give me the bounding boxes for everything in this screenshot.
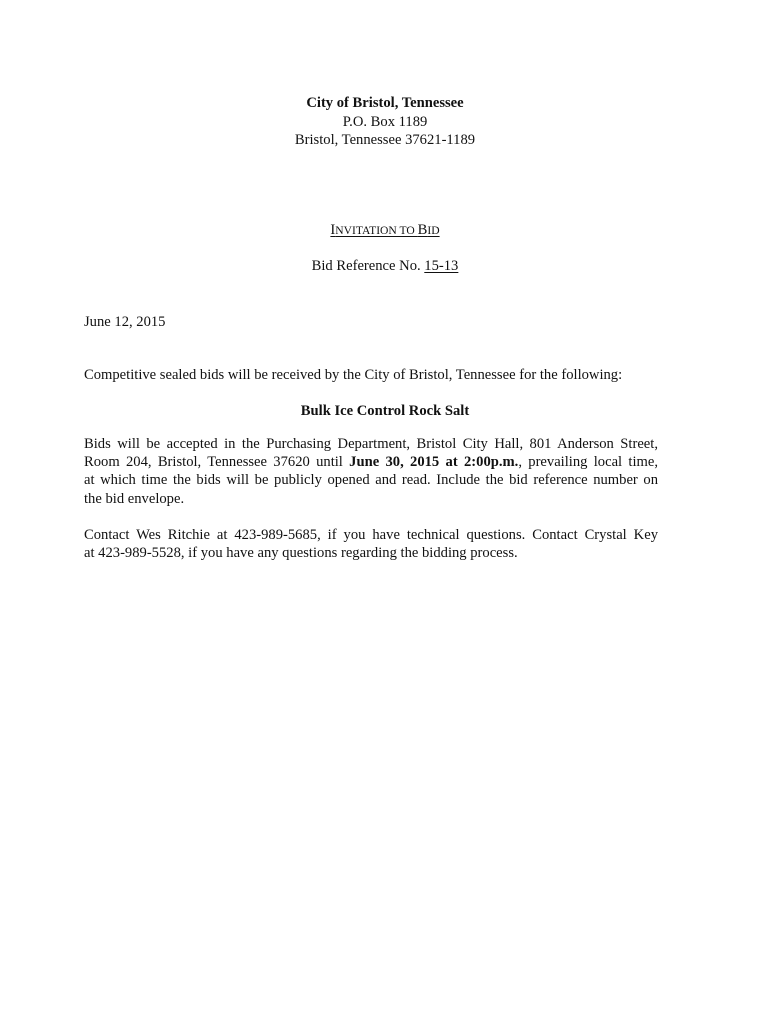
title-rest-1: NVITATION TO: [335, 224, 418, 237]
title-cap-b: B: [417, 222, 428, 238]
para1-line2: [84, 453, 658, 471]
para1-line2-pre: Room 204, Bristol, Tennessee 37620 until: [84, 454, 350, 471]
city-zip: Bristol, Tennessee 37621-1189: [294, 132, 476, 148]
submission-paragraph: [84, 435, 658, 508]
title-rest-2: ID: [427, 224, 440, 237]
letterhead: [0, 94, 770, 150]
para2-line1: Contact Wes Ritchie at 423-989-5685, if you have technical questions. Contact Crystal Key: [84, 527, 658, 543]
bid-reference: [0, 257, 770, 275]
bid-deadline: June 30, 2015 at 2:00p.m.: [349, 454, 519, 471]
bid-reference-number: 15-13: [424, 258, 459, 274]
para2-line2: at 423-989-5528, if you have any questions regarding the bidding process.: [84, 545, 518, 562]
bid-reference-label: Bid Reference No.: [311, 258, 425, 274]
title-cap-i: I: [330, 222, 336, 238]
po-box: P.O. Box 1189: [342, 113, 428, 130]
letter-date: June 12, 2015: [84, 314, 166, 330]
document-title: [0, 221, 770, 240]
contact-paragraph: [84, 526, 658, 562]
org-name: City of Bristol, Tennessee: [306, 95, 464, 111]
para1-line1: Bids will be accepted in the Purchasing Department, Bristol City Hall, 801 Anderson Street,: [84, 436, 658, 452]
para1-line2-post: , prevailing local time,: [518, 454, 658, 471]
para1-line3: at which time the bids will be publicly opened and read. Include the bid reference number on: [84, 472, 658, 489]
bid-item-title: Bulk Ice Control Rock Salt: [300, 403, 470, 419]
para1-line4: the bid envelope.: [84, 490, 185, 507]
intro-sentence: Competitive sealed bids will be received by the City of Bristol, Tennessee for the following:: [84, 367, 623, 383]
